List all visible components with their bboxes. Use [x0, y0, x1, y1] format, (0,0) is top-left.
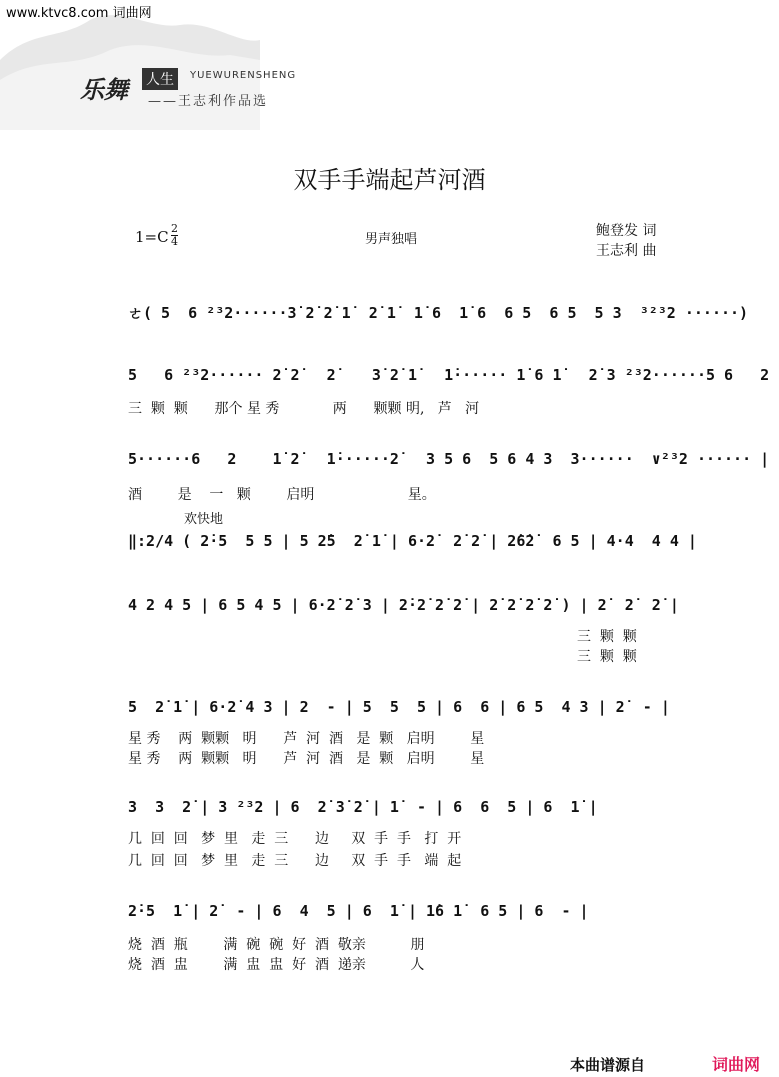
lyrics-line-5a: 三 颗 颗	[577, 629, 637, 645]
time-signature: $\frac{2}{4}$	[171, 222, 178, 248]
lyrics-line-2: 三 颗 颗 那个 星 秀 两 颗颗 明, 芦 河	[128, 401, 480, 417]
song-title: 双手手端起芦河酒	[293, 166, 486, 194]
performance-type: 男声独唱	[365, 232, 418, 247]
score-line-4: ‖:2/4 ( 2̇·5 5 5 | 5 2̇5 2̇ 1̇ | 6·2̇ 2̇ 2̇ | 2̇6̇2̇ 6 5 | 4·4 4 4 |	[128, 532, 697, 550]
lyrics-line-8a: 烧 酒 瓶 满 碗 碗 好 酒 敬亲 朋	[128, 937, 425, 953]
score-line-5: 4 2 4 5 | 6 5 4 5 | 6·2̇ 2̇ 3 | 2̇·2̇ 2̇ 2̇ | 2̇ 2̇ 2̇ 2̇ ) | 2̇ 2̇ 2̇ |	[128, 596, 679, 614]
lyrics-line-6a: 星 秀 两 颗颗 明 芦 河 酒 是 颗 启明 星	[128, 731, 485, 747]
key-signature: 1=C	[135, 228, 169, 246]
score-line-2: 5 6 ²³2······ 2̇ 2̇ 2̇ 3̇ 2̇ 1̇ 1̇······ 1̇ 6 1̇ 2̇ 3 ²³2······5 6 2	[128, 366, 770, 384]
score-line-3: 5······6 2 1̇ 2̇ 1̇······2̇ 3 5 6 5 6 4 3 3······ ∨²³2 ······ |	[128, 450, 770, 468]
lyrics-line-7a: 几 回 回 梦 里 走 三 边 双 手 手 打 开	[128, 831, 462, 847]
score-line-8: 2̇·5 1̇ | 2̇ - | 6 4 5 | 6 1̇ | 1̇6 1̇ 6 5 | 6 - |	[128, 902, 589, 920]
score-line-6: 5 2̇ 1̇ | 6·2̇ 4 3 | 2 - | 5 5 5 | 6 6 | 6 5 4 3 | 2̇ - |	[128, 698, 670, 716]
lyrics-line-3: 酒 是 一 颗 启明 星。	[128, 487, 436, 503]
tempo-mark: 欢快地	[184, 512, 224, 527]
lyrics-line-5b: 三 颗 颗	[577, 649, 637, 665]
score-line-1: ㄜ( 5 6 ²³2······3̇ 2̇ 2̇ 1̇ 2̇ 1̇ 1̇ 6 1̇ 6 6 5 6 5 5 3 ³²³2 ······)	[128, 304, 749, 322]
composer-credit: 王志利 曲	[596, 243, 657, 259]
lyrics-line-7b: 几 回 回 梦 里 走 三 边 双 手 手 端 起	[128, 853, 462, 869]
logo-english: YUEWURENSHENG	[190, 70, 297, 81]
score-line-7: 3 3 2̇ | 3 ²³2 | 6 2̇ 3̇ 2̇ | 1̇ - | 6 6 5 | 6 1̇ |	[128, 798, 598, 816]
logo-subtitle: ——王志利作品选	[148, 94, 269, 109]
source-label: 本曲谱源自	[570, 1056, 646, 1074]
footer-site-link[interactable]: 词曲网	[712, 1055, 761, 1074]
lyrics-line-6b: 星 秀 两 颗颗 明 芦 河 酒 是 颗 启明 星	[128, 751, 485, 767]
site-url[interactable]: www.ktvc8.com 词曲网	[6, 6, 152, 21]
lyricist-credit: 鲍登发 词	[596, 223, 657, 239]
logo-title: 乐舞	[80, 75, 128, 104]
logo-boxed-text: 人生	[142, 68, 178, 90]
lyrics-line-8b: 烧 酒 盅 满 盅 盅 好 酒 递亲 人	[128, 957, 425, 973]
